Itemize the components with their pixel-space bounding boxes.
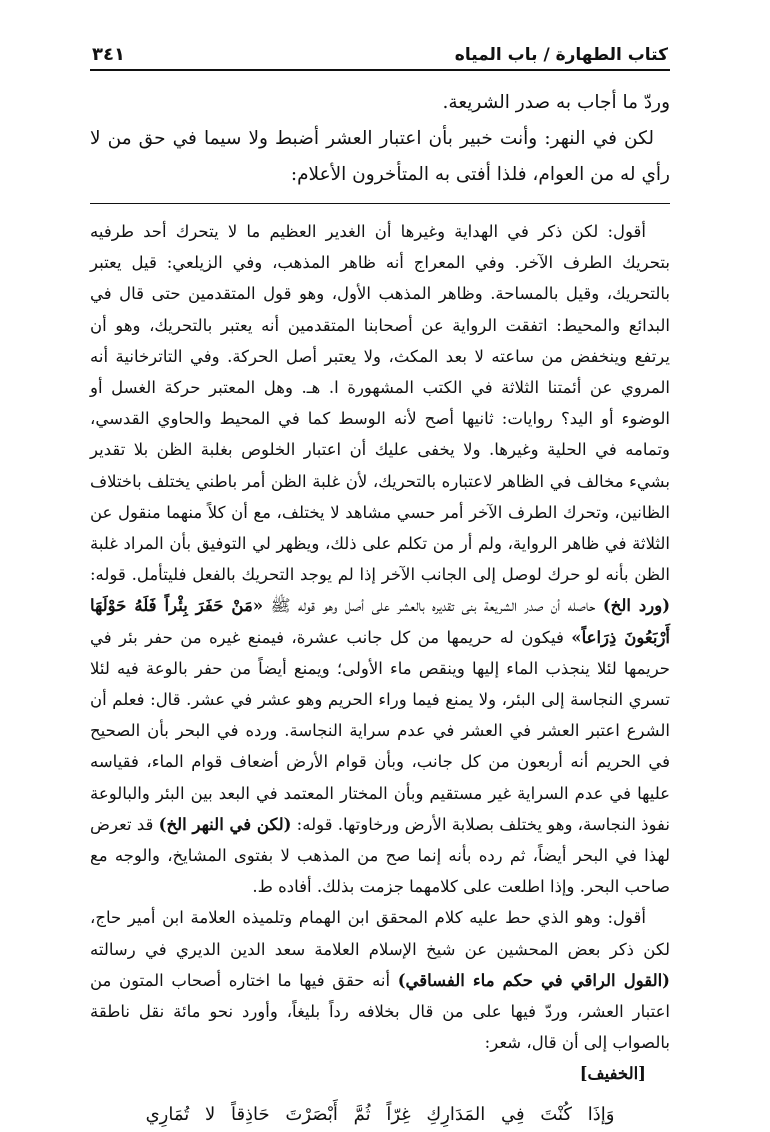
commentary-paragraph-1 [90,216,670,902]
commentary-text: أقول: لكن ذكر في الهداية وغيرها أن الغدير العظيم ما لا يتحرك أحد طرفيه بتحريك الطرف الآخر. وفي المعراج أنه ظاهر المذهب، وفي الزيلعي: قيل يعتبر بالتحريك، وقيل بالمساحة. وظاهر المذهب الأول، وهو قول المتقدمين حتى قال في البدائع والمحيط: اتفقت الرواية عن أصحابنا المتقدمين أنه يعتبر بالتحريك، وهو أن يرتفع وينخفض من ساعته لا بعد المكث، ولا يعتبر أصل الحركة. وفي التاترخانية أنه المروي عن أئمتنا الثلاثة في الكتب المشهورة ا. هـ. وهل المعتبر حركة الغسل أو الوضوء أو اليد؟ روايات: ثانيها أصح لأنه الوسط كما في المحيط والحاوي القدسي، وتمامه في الحلية وغيرها. ولا يخفى عليك أن اعتبار الخلوص بغلبة الظن بلا تقدير بشيء مخالف في الظاهر لاعتباره بالتحريك، لأن غلبة الظن أمر باطني يختلف باختلاف الظانين، وتحرك الطرف الآخر أمر حسي مشاهد لا يختلف، مع أن كلاً منهما منقول عن الثلاثة في ظاهر الرواية، ولم أر من تكلم على ذلك، ويظهر لي التوفيق بأن المراد غلبة الظن بأنه لو حرك لوصل إلى الجانب الآخر إذا لم يوجد التحريك بالفعل فليتأمل. قوله: [90,222,670,585]
main-text [90,85,670,193]
footnote-divider [90,203,670,204]
commentary-text: حاصله أن صدر الشريعة بنى تقديره بالعشر على أصل وهو قوله ﷺ [270,596,596,616]
quoted-lemma: (لكن في النهر الخ) [158,814,292,834]
commentary-text: فيكون له حريمها من كل جانب عشرة، فيمنع غيره من حفر بئر في حريمها لئلا ينجذب الماء إليها وينقص ماء الأولى؛ ويمنع أيضاً من حفر بالوعة فيه لئلا تسري النجاسة إلى البئر، ولا يمنع فيما وراء الحريم وهو عشر في عشر. قال: فعلم أن الشرع اعتبر العشر في العشر في عدم سراية النجاسة. ورده في البحر بأن الصحيح في الحريم أنه أربعون من كل جانب، وبأن قوام الأرض أضعاف قوام الماء، فقياسه عليها في عدم السراية غير مستقيم وبأن المختار المعتمد في البعد بين البئر والبالوعة نفوذ النجاسة، وهو يختلف بصلابة الأرض ورخاوتها. قوله: [90,627,670,834]
poem-meter: [الخفيف] [579,1064,646,1084]
page-number: ٣٤١ [92,44,125,65]
main-text-line-1: وردّ ما أجاب به صدر الشريعة. [442,92,670,113]
commentary-text: أقول: وهو الذي حط عليه كلام المحقق ابن الهمام وتلميذه العلامة ابن أمير حاج، لكن ذكر بعض المحشين عن شيخ الإسلام العلامة سعد الدين الديري في رسالته [90,908,670,959]
commentary-paragraph-2 [90,902,670,1089]
commentary-text: أنه حقق فيها ما اختاره أصحاب المتون من اعتبار العشر، وردّ فيها على من قال بخلافه رداً بليغاً، وأورد نحو مائة نقل ناطقة بالصواب إلى أن قال، شعر: [90,970,670,1053]
treatise-title: (القول الراقي في حكم ماء الفساقي) [397,970,670,990]
poem-verse: وَإذَا كُنْتَ فِي المَدَارِكِ غِرّاً ثُمَّ أَبْصَرْتَ حَاذِقاً لا تُمَارِي [145,1103,615,1125]
main-text-line-2: لكن في النهر: وأنت خبير بأن اعتبار العشر أضبط ولا سيما في حق من لا رأي له من العوام، فلذا أفتى به المتأخرون الأعلام: [90,128,670,185]
commentary-text: قد تعرض لهذا في البحر أيضاً، ثم رده بأنه إنما صح من المذهب لا بفتوى المشايخ، والوجه مع صاحب البحر. وإذا اطلعت على كلامهما جزمت بذلك. أفاده ط. [90,814,670,897]
running-title: كتاب الطهارة / باب المياه [454,45,668,65]
page-header [90,44,670,71]
hadith-quote: «مَنْ حَفَرَ بِئْراً فَلَهُ حَوْلَهَا أَرْبَعُونَ ذِرَاعاً» [90,596,671,647]
quoted-lemma: (ورد الخ) [602,596,671,616]
commentary [90,216,670,1132]
